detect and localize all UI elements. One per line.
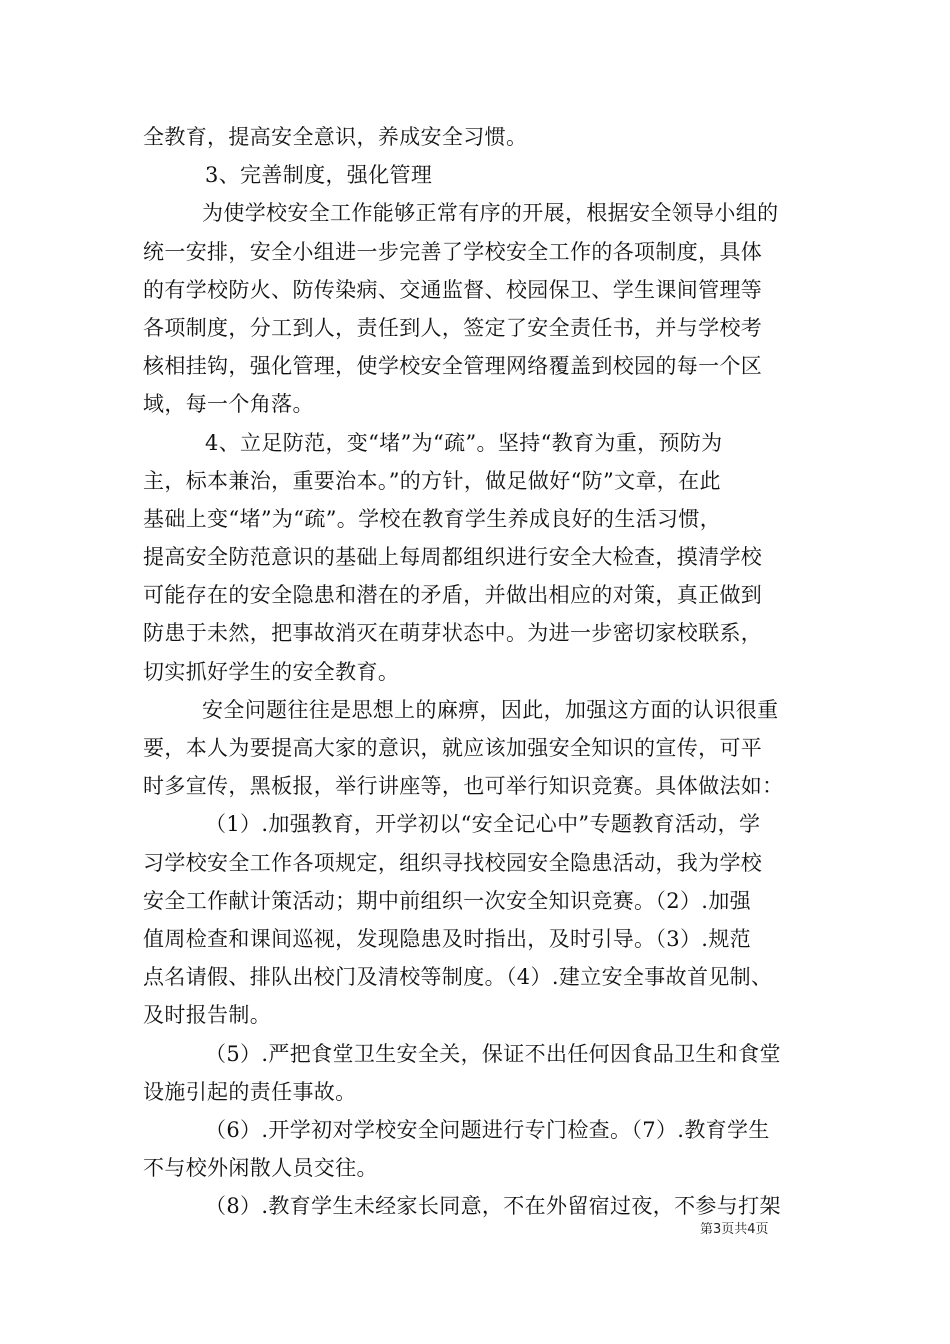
text-line: 基础上变“堵”为“疏”。学校在教育学生养成良好的生活习惯， xyxy=(143,506,722,531)
text-line: 统一安排，安全小组进一步完善了学校安全工作的各项制度，具体 xyxy=(143,239,763,264)
text-line: 点名请假、排队出校门及清校等制度。（4）.建立安全事故首见制、 xyxy=(143,965,773,990)
page-number-footer xyxy=(700,1218,769,1237)
text-line: 的有学校防火、防传染病、交通监督、校园保卫、学生课间管理等 xyxy=(143,277,763,302)
list-item-5: （5）.严把食堂卫生安全关，保证不出任何因食品卫生和食堂 xyxy=(205,1041,781,1066)
text-line: 要，本人为要提高大家的意识，就应该加强安全知识的宣传，可平 xyxy=(143,736,763,760)
text-line: 防患于未然，把事故消灭在萌芽状态中。为进一步密切家校联系， xyxy=(143,621,763,646)
text-line: 切实抓好学生的安全教育。 xyxy=(143,659,400,684)
text-line: 可能存在的安全隐患和潜在的矛盾，并做出相应的对策，真正做到 xyxy=(143,583,763,608)
section-heading-3: 3、完善制度，强化管理 xyxy=(205,163,433,188)
text-line: 各项制度，分工到人，责任到人，签定了安全责任书，并与学校考 xyxy=(143,315,763,340)
text-line: 安全工作献计策活动；期中前组织一次安全知识竞赛。（2）.加强 xyxy=(143,888,752,913)
page-number-label: 第3页共4页 xyxy=(700,1222,769,1237)
text-line: 时多宣传，黑板报，举行讲座等，也可举行知识竞赛。具体做法如： xyxy=(143,774,784,799)
body-text xyxy=(143,118,808,1225)
text-line: 域，每一个角落。 xyxy=(143,392,314,417)
text-line: 习学校安全工作各项规定，组织寻找校园安全隐患活动，我为学校 xyxy=(143,850,763,875)
text-line: 全教育，提高安全意识，养成安全习惯。 xyxy=(143,125,528,149)
list-item-8: （8）.教育学生未经家长同意，不在外留宿过夜，不参与打架 xyxy=(205,1194,781,1219)
text-line: 及时报告制。 xyxy=(143,1003,272,1028)
list-item-6: （6）.开学初对学校安全问题进行专门检查。（7）.教育学生 xyxy=(205,1117,770,1142)
text-line: 主，标本兼治，重要治本。”的方针，做足做好“防”文章，在此 xyxy=(143,468,721,493)
section-heading-4: 4、立足防范，变“堵”为“疏”。坚持“教育为重，预防为 xyxy=(205,430,723,455)
text-line: 核相挂钩，强化管理，使学校安全管理网络覆盖到校园的每一个区 xyxy=(143,354,763,379)
text-line: 提高安全防范意识的基础上每周都组织进行安全大检查，摸清学校 xyxy=(143,545,763,570)
text-line: 值周检查和课间巡视，发现隐患及时指出，及时引导。（3）.规范 xyxy=(143,926,752,951)
text-line: 安全问题往往是思想上的麻痹，因此，加强这方面的认识很重 xyxy=(202,697,779,722)
text-line: 为使学校安全工作能够正常有序的开展，根据安全领导小组的 xyxy=(202,201,779,226)
text-line: 不与校外闲散人员交往。 xyxy=(143,1156,378,1181)
text-line: 设施引起的责任事故。 xyxy=(143,1079,357,1104)
list-item-1: （1）.加强教育，开学初以“安全记心中”专题教育活动，学 xyxy=(205,812,761,837)
